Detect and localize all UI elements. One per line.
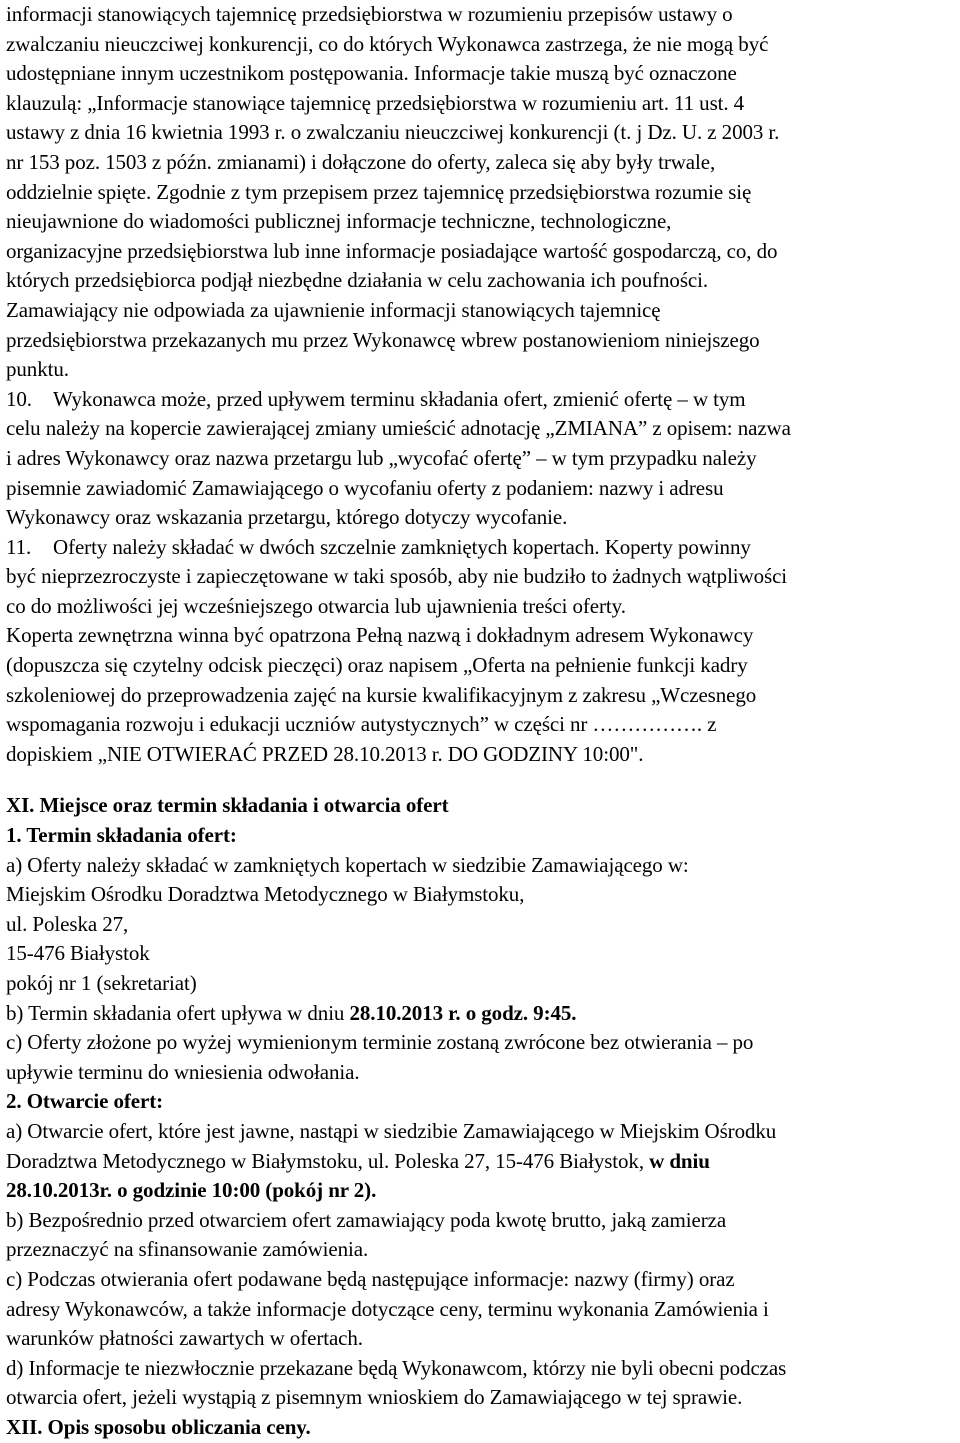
opening-date: 28.10.2013r. o godzinie 10:00 (pokój nr 2). xyxy=(6,1178,377,1203)
deadline-date: 28.10.2013 r. o godz. 9:45. xyxy=(349,1000,577,1025)
section-heading: XII. Opis sposobu obliczania ceny. xyxy=(6,1414,311,1439)
text-line: adresy Wykonawców, a także informacje dotyczące ceny, terminu wykonania Zamówienia i xyxy=(6,1296,769,1321)
item-10 xyxy=(6,385,956,533)
text-line: przedsiębiorstwa przekazanych mu przez Wykonawcę wbrew postanowieniom niniejszego xyxy=(6,327,760,352)
item-text: Wykonawca może, przed upływem terminu składania ofert, zmienić ofertę – w tym xyxy=(53,386,746,411)
text-line: warunków płatności zawartych w ofertach. xyxy=(6,1326,363,1351)
text-line: celu należy na kopercie zawierającej zmiany umieścić adnotację „ZMIANA” z opisem: nazwa xyxy=(6,416,791,441)
text-line: szkoleniowej do przeprowadzenia zajęć na kursie kwalifikacyjnym z zakresu „Wczesnego xyxy=(6,682,757,707)
item-text: Oferty należy składać w dwóch szczelnie zamkniętych kopertach. Koperty powinny xyxy=(53,534,751,559)
address-line: ul. Poleska 27, xyxy=(6,911,129,936)
text-line: pisemnie zawiadomić Zamawiającego o wycofaniu oferty z podaniem: nazwy i adresu xyxy=(6,475,724,500)
address-line: Miejskim Ośrodku Doradztwa Metodycznego w Białymstoku, xyxy=(6,882,525,907)
text-line: dopiskiem „NIE OTWIERAĆ PRZED 28.10.2013 r. DO GODZINY 10:00". xyxy=(6,741,644,766)
text-line: c) Oferty złożone po wyżej wymienionym terminie zostaną zwrócone bez otwierania – po xyxy=(6,1030,754,1055)
subsection-heading: 2. Otwarcie ofert: xyxy=(6,1089,163,1114)
document-page xyxy=(6,0,956,1443)
section-spacer xyxy=(6,769,956,791)
text-line xyxy=(6,533,956,563)
text-line: organizacyjne przedsiębiorstwa lub inne informacje posiadające wartość gospodarczą, co, do xyxy=(6,238,778,263)
text-line xyxy=(6,385,956,415)
text-line: oddzielnie spięte. Zgodnie z tym przepisem przez tajemnicę przedsiębiorstwa rozumie się xyxy=(6,179,752,204)
text-line: zwalczaniu nieuczciwej konkurencji, co do których Wykonawca zastrzega, że nie mogą być xyxy=(6,31,769,56)
text-line: Wykonawcy oraz wskazania przetargu, którego dotyczy wycofanie. xyxy=(6,505,568,530)
text-line: klauzulą: „Informacje stanowiące tajemnicę przedsiębiorstwa w rozumieniu art. 11 ust. 4 xyxy=(6,90,745,115)
deadline-text: b) Termin składania ofert upływa w dniu xyxy=(6,1000,350,1025)
text-line: punktu. xyxy=(6,357,69,382)
text-line: upływie terminu do wniesienia odwołania. xyxy=(6,1059,360,1084)
opening-text: Doradztwa Metodycznego w Białymstoku, ul. Poleska 27, 15-476 Białystok, xyxy=(6,1148,650,1173)
paragraph-confidential-info xyxy=(6,0,956,385)
item-number: 10. xyxy=(6,386,32,411)
text-line: informacji stanowiących tajemnicę przedsiębiorstwa w rozumieniu przepisów ustawy o xyxy=(6,2,733,26)
text-line: wspomagania rozwoju i edukacji uczniów autystycznych” w części nr ……………. z xyxy=(6,712,717,737)
text-line: nr 153 poz. 1503 z późn. zmianami) i dołączone do oferty, zaleca się aby były trwale, xyxy=(6,149,716,174)
item-number: 11. xyxy=(6,534,32,559)
opening-date-label: w dniu xyxy=(649,1148,710,1173)
text-line xyxy=(6,1147,956,1177)
text-line: a) Otwarcie ofert, które jest jawne, nastąpi w siedzibie Zamawiającego w Miejskim Ośrodku xyxy=(6,1118,777,1143)
text-line: (dopuszcza się czytelny odcisk pieczęci) oraz napisem „Oferta na pełnienie funkcji kadry xyxy=(6,653,748,678)
text-line: nieujawnione do wiadomości publicznej informacje techniczne, technologiczne, xyxy=(6,209,672,234)
text-line: i adres Wykonawcy oraz nazwa przetargu lub „wycofać ofertę” – w tym przypadku należy xyxy=(6,445,757,470)
text-line: udostępniane innym uczestnikom postępowania. Informacje takie muszą być oznaczone xyxy=(6,61,737,86)
text-line: otwarcia ofert, jeżeli wystąpią z pisemnym wnioskiem do Zamawiającego w tej sprawie. xyxy=(6,1385,743,1410)
text-line: być nieprzezroczyste i zapieczętowane w taki sposób, aby nie budziło to żadnych wątpliwości xyxy=(6,564,788,589)
text-line: których przedsiębiorca podjął niezbędne działania w celu zachowania ich poufności. xyxy=(6,268,708,293)
text-line: co do możliwości jej wcześniejszego otwarcia lub ujawnienia treści oferty. xyxy=(6,593,626,618)
section-heading: XI. Miejsce oraz termin składania i otwarcia ofert xyxy=(6,793,449,818)
item-11 xyxy=(6,533,956,770)
subsection-heading: 1. Termin składania ofert: xyxy=(6,823,237,848)
text-line: Koperta zewnętrzna winna być opatrzona Pełną nazwą i dokładnym adresem Wykonawcy xyxy=(6,623,754,648)
text-line xyxy=(6,999,956,1029)
section-xi xyxy=(6,791,956,1412)
text-line: ustawy z dnia 16 kwietnia 1993 r. o zwalczaniu nieuczciwej konkurencji (t. j Dz. U. z 2003 r. xyxy=(6,120,780,145)
text-line: przeznaczyć na sfinansowanie zamówienia. xyxy=(6,1237,369,1262)
address-line: pokój nr 1 (sekretariat) xyxy=(6,971,197,995)
text-line: Zamawiający nie odpowiada za ujawnienie informacji stanowiących tajemnicę xyxy=(6,297,661,322)
text-line: d) Informacje te niezwłocznie przekazane będą Wykonawcom, którzy nie byli obecni podczas xyxy=(6,1355,787,1380)
text-line: c) Podczas otwierania ofert podawane będą następujące informacje: nazwy (firmy) oraz xyxy=(6,1266,735,1291)
text-line: a) Oferty należy składać w zamkniętych kopertach w siedzibie Zamawiającego w: xyxy=(6,852,689,877)
address-line: 15-476 Białystok xyxy=(6,941,150,966)
text-line: b) Bezpośrednio przed otwarciem ofert zamawiający poda kwotę brutto, jaką zamierza xyxy=(6,1207,727,1232)
section-xii xyxy=(6,1413,956,1443)
